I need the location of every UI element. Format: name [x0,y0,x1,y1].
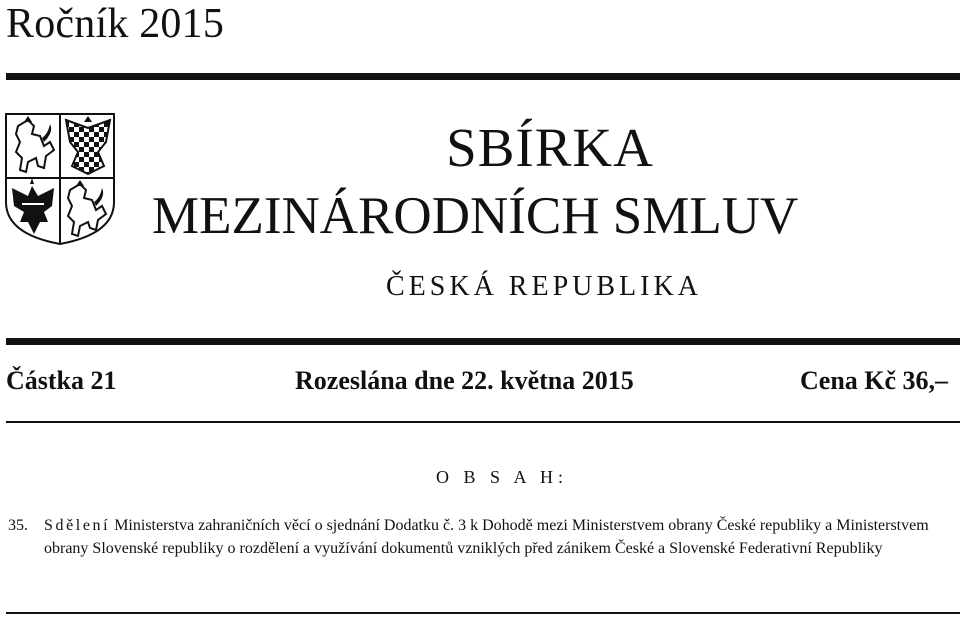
bottom-rule [6,612,960,614]
entry-text [44,515,960,560]
info-bar-bottom-rule [6,421,960,423]
title-line-2: MEZINÁRODNÍCH SMLUV [152,187,799,245]
country-name: ČESKÁ REPUBLIKA [386,271,702,302]
entry-number: 35. [8,517,28,534]
info-bar-top-rule [6,338,960,345]
price: Cena Kč 36,– [800,366,949,395]
title-line-1: SBÍRKA [446,117,654,178]
entry-type: Sdělení [44,517,111,534]
year-title: Ročník 2015 [6,1,225,47]
contents-heading: O B S A H: [436,467,569,487]
entry-description: Ministerstva zahraničních věcí o sjednání Dodatku č. 3 k Dohodě mezi Ministerstvem obrany České republiky a Ministerstvem obrany Slovenské republiky o rozdělení a využívání dokumentů vzniklých před zánikem České a Slovenské Federativní Republiky [44,517,929,557]
top-rule [6,73,960,80]
distribution-date: Rozeslána dne 22. května 2015 [295,366,634,395]
issue-number: Částka 21 [6,366,117,395]
